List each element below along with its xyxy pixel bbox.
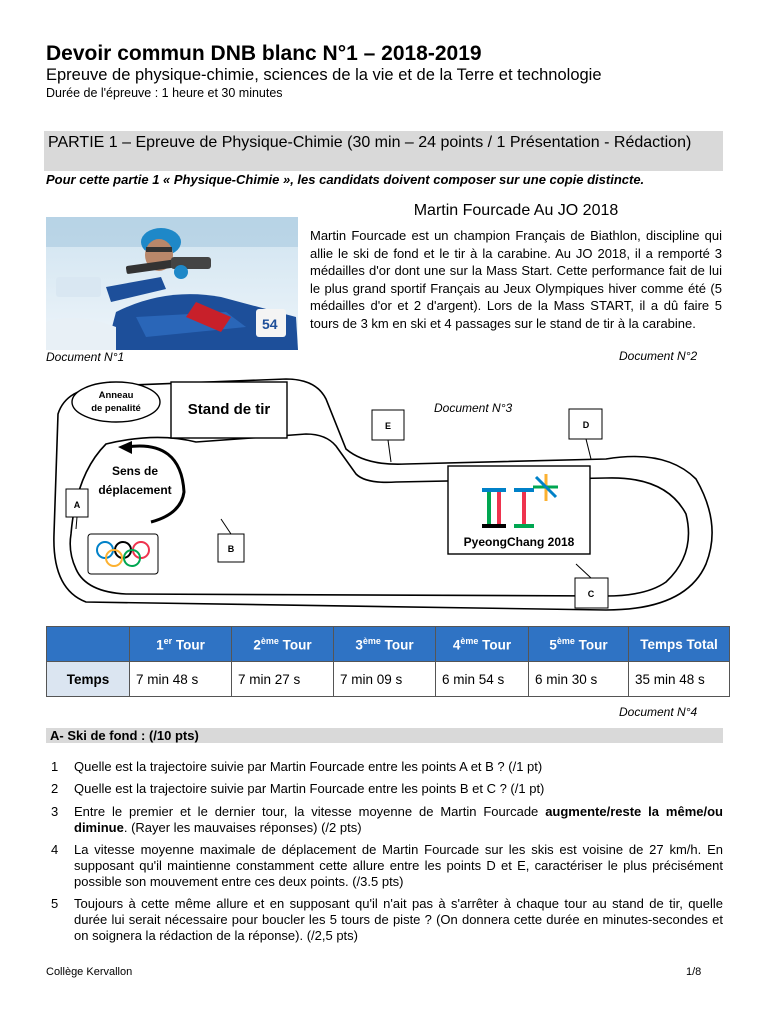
penalty-ring-label-line2: de penalité <box>91 403 141 414</box>
svg-text:D: D <box>582 420 590 430</box>
section-a-title: A- Ski de fond : (/10 pts) <box>46 728 723 743</box>
exam-duration: Durée de l'épreuve : 1 heure et 30 minutes <box>46 86 283 100</box>
pyeongchang-logo-text: PyeongChang 2018 <box>463 535 575 549</box>
document-2-label: Document N°2 <box>619 349 698 363</box>
answer-choices: augmente/reste la même/ou diminue <box>74 804 723 835</box>
direction-label-line2: déplacement <box>98 483 172 497</box>
table-row <box>47 662 730 697</box>
total-time: 35 min 48 s <box>629 662 730 697</box>
svg-text:C: C <box>587 589 595 599</box>
table-header-row <box>47 627 730 662</box>
svg-text:B: B <box>227 544 235 554</box>
point-a <box>66 489 88 517</box>
page-number: 1/8 <box>686 966 702 978</box>
svg-text:E: E <box>384 421 392 431</box>
penalty-ring <box>72 382 160 422</box>
bib-number: 54 <box>262 316 278 332</box>
lap-times-table <box>46 626 730 697</box>
track-inner-outline <box>70 434 688 596</box>
olympic-rings-logo <box>88 534 158 574</box>
svg-text:A: A <box>73 500 81 510</box>
document-3-label: Document N°3 <box>434 401 513 415</box>
direction-label-line1: Sens de <box>111 464 159 478</box>
document-1-label: Document N°1 <box>46 350 125 364</box>
table-header-lap-5: 5ème Tour <box>529 627 629 662</box>
point-e <box>372 410 404 440</box>
point-d <box>569 409 602 439</box>
question-text: Entre le premier et le dernier tour, la vitesse moyenne de Martin Fourcade augmente/reste la même/ou diminue. (Rayer les mauvaises réponses) (/2 pts) <box>74 804 723 835</box>
point-b <box>218 534 244 562</box>
question-text: La vitesse moyenne maximale de déplacement de Martin Fourcade sur les skis est voisine de 27 km/h. En supposant qu'il maintienne constamment cette allure entre les points D et E, caractériser le plus précisément possible son mouvement entre ces deux points. (/3.5 pts) <box>74 842 723 889</box>
page-subtitle: Epreuve de physique-chimie, sciences de la vie et de la Terre et technologie <box>46 66 602 84</box>
question-text: Quelle est la trajectoire suivie par Martin Fourcade entre les points B et C ? (/1 pt) <box>74 781 545 796</box>
point-c <box>575 578 608 608</box>
question-number: 4 <box>51 842 59 857</box>
article-title: Martin Fourcade Au JO 2018 <box>413 202 619 219</box>
lap-3-time: 7 min 09 s <box>334 662 436 697</box>
part-instruction: Pour cette partie 1 « Physique-Chimie », les candidats doivent composer sur une copie distincte. <box>46 172 645 187</box>
penalty-ring-label-line1: Anneau <box>98 390 134 401</box>
table-header-empty <box>47 627 130 662</box>
question-number: 5 <box>51 896 59 911</box>
lap-1-time: 7 min 48 s <box>130 662 232 697</box>
question-text: Quelle est la trajectoire suivie par Martin Fourcade entre les points A et B ? (/1 pt) <box>74 759 543 774</box>
question-number: 3 <box>51 804 59 819</box>
lap-5-time: 6 min 30 s <box>529 662 629 697</box>
footer-school: Collège Kervallon <box>46 966 133 978</box>
document-4-label: Document N°4 <box>619 705 698 719</box>
biathlete-photo <box>46 217 298 350</box>
lap-2-time: 7 min 27 s <box>232 662 334 697</box>
table-header-lap-1: 1er Tour <box>130 627 232 662</box>
question-text: Toujours à cette même allure et en supposant qu'il n'ait pas à s'arrêter à chaque tour au stand de tir, quelle durée lui serait nécessaire pour boucler les 5 tours de piste ? (On donnera cette durée en minutes-secondes et on soignera la rédaction de la réponse). (/2,5 pts) <box>74 896 723 943</box>
table-header-lap-4: 4ème Tour <box>436 627 529 662</box>
pyeongchang-logo <box>448 466 590 554</box>
question-number: 1 <box>51 759 59 774</box>
table-header-lap-2: 2ème Tour <box>232 627 334 662</box>
shooting-range-label: Stand de tir <box>187 401 271 418</box>
lap-4-time: 6 min 54 s <box>436 662 529 697</box>
table-header-total: Temps Total <box>629 627 730 662</box>
question-number: 2 <box>51 781 59 796</box>
article-body: Martin Fourcade est un champion Français de Biathlon, discipline qui allie le ski de fond et le tir à la carabine. Au JO 2018, il a remporté 3 médailles d'or dont une sur la Mass Start. Cette performance fait de lui le plus grand sportif Français au Jeux Olympiques hiver comme été (5 médailles d'or et 2 d'argent). Lors de la Mass START, il a dû faire 5 tours de 3 km en ski et 4 passages sur le stand de tir à la carabine. <box>310 228 722 331</box>
page-title: Devoir commun DNB blanc N°1 – 2018-2019 <box>46 42 482 65</box>
table-row-label: Temps <box>47 662 130 697</box>
table-header-lap-3: 3ème Tour <box>334 627 436 662</box>
track-map <box>46 374 722 614</box>
part-header: PARTIE 1 – Epreuve de Physique-Chimie (30 min – 24 points / 1 Présentation - Rédaction) <box>44 131 723 171</box>
